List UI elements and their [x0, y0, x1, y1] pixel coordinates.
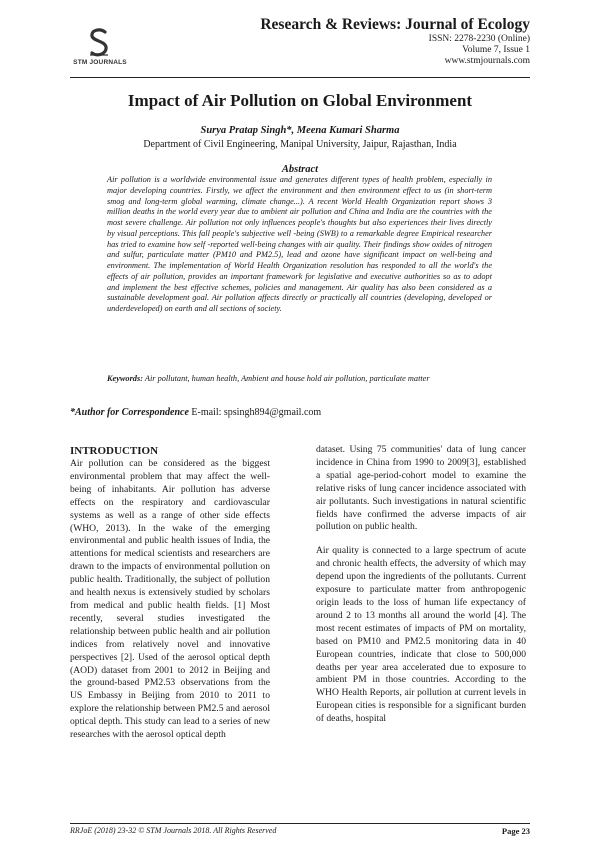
footer-divider	[70, 823, 530, 824]
abstract-heading: Abstract	[281, 164, 319, 175]
correspondence-email: E-mail: spsingh894@gmail.com	[191, 407, 322, 418]
header-divider	[70, 77, 530, 78]
stm-journals-logo	[70, 28, 130, 72]
left-column	[70, 445, 270, 753]
journal-title: Research & Reviews: Journal of Ecology	[260, 16, 530, 33]
correspondence-label: *Author for Correspondence	[70, 407, 189, 418]
intro-paragraph-1: Air pollution can be considered as the biggest environmental problem that may affect the well-being of inhabitants. Air pollution has adverse effects on the respiratory and cardiovascular systems as well as a range of other side effects (WHO, 2013). In the wake of the emerging environmental and public health issues of India, the attentions for medical scientists and researchers are drawn to the impacts of environmental pollution on public health. Traditionally, the subject of pollution and health nexus is extensively studied by scholars from medical and public health fields. [1] Most recently, several studies investigated the relationship between public health and air pollution indices from relatively novel and innovative perspectives [2]. Used of the aerosol optical depth (AOD) dataset from 2001 to 2012 in Beijing and the ground-based PM2.53 observations from the US Embassy in Beijing from 2010 to 2011 to explore the relationship between PM2.5 and aerosol optical depth. This study can lead to a series of new researches with the aerosol optical depth	[70, 458, 270, 741]
introduction-heading: INTRODUCTION	[70, 445, 159, 457]
logo-text: STM JOURNALS	[73, 59, 127, 66]
keywords-label: Keywords:	[107, 374, 143, 383]
abstract-text: Air pollution is a worldwide environmental issue and generates different types of health problem, especially in major developing countries. Firstly, we affect the environment and then environment effect to us (in short-term smog and long-term global warming, climate change...). A recent World Health Organization report shows 3 million deaths in the world every year due to ambient air pollution and China and India are the countries with the most severe challenge. Air pollution not only influences people's thoughts but also experiences their lives directly by visual perceptions. This fall people's subjective well -being (SWB) to a remarkable degree Empirical researcher has tried to examine how self -reported well-being changes with air quality. Their findings show oxides of nitrogen and sulfur, particulate matter (PM10 and PM2.5), lead and ozone have significant impact on well-being and environment. The implementation of World Health Organization resolution has responded to all the world's the effects of air pollution, provides an important framework for legislative and executive authorities so as to adopt and implement the best effective schemes, policies and management. Air quality has also been considered as a sustainable development goal. Air pollution affects directly or practically all countries (developing, developed or underdeveloped) on earth and all sections of society.	[107, 175, 492, 313]
stm-s-logo-icon	[88, 28, 110, 58]
correspondence	[70, 407, 530, 419]
paper-title: Impact of Air Pollution on Global Environment	[127, 91, 473, 110]
journal-website: www.stmjournals.com	[444, 56, 530, 66]
intro-paragraph-2: dataset. Using 75 communities' data of lung cancer incidence in China from 1990 to 2009[3], established a spatial age-period-cohort model to examine the relative risks of lung cancer incidence associated with air pollutants. Such investigations in natural scientific fields have confirmed the adverse impacts of air pollution on public health.	[316, 444, 526, 533]
footer-citation: RRJoE (2018) 23-32 © STM Journals 2018. All Rights Reserved	[70, 826, 277, 835]
keywords-text: Air pollutant, human health, Ambient and house hold air pollution, particulate matter	[144, 374, 430, 383]
authors: Surya Pratap Singh*, Meena Kumari Sharma	[200, 125, 400, 136]
intro-paragraph-3: Air quality is connected to a large spectrum of acute and chronic health effects, the adversity of which may depend upon the ingredients of the pollutants. Current exposure to particulate matter from anthropogenic origin leads to the loss of human life expectancy of around 2 to 13 months all around the world [4]. The most recent estimates of impacts of PM on mortality, based on PM10 and PM2.5 monitoring data in 40 European countries, indicate that close to 500,000 deaths per year area accelerated due to exposure to ambient PM in those countries. According to the WHO Health Reports, air pollution at current levels in European cities is responsible for a significant burden of deaths, hospital	[316, 545, 526, 725]
volume-issue: Volume 7, Issue 1	[462, 45, 530, 55]
keywords	[107, 374, 492, 385]
affiliation: Department of Civil Engineering, Manipal University, Jaipur, Rajasthan, India	[143, 139, 457, 150]
page-number: Page 23	[501, 826, 530, 836]
right-column	[316, 444, 526, 737]
journal-info	[260, 16, 530, 67]
issn: ISSN: 2278-2230 (Online)	[428, 34, 530, 44]
